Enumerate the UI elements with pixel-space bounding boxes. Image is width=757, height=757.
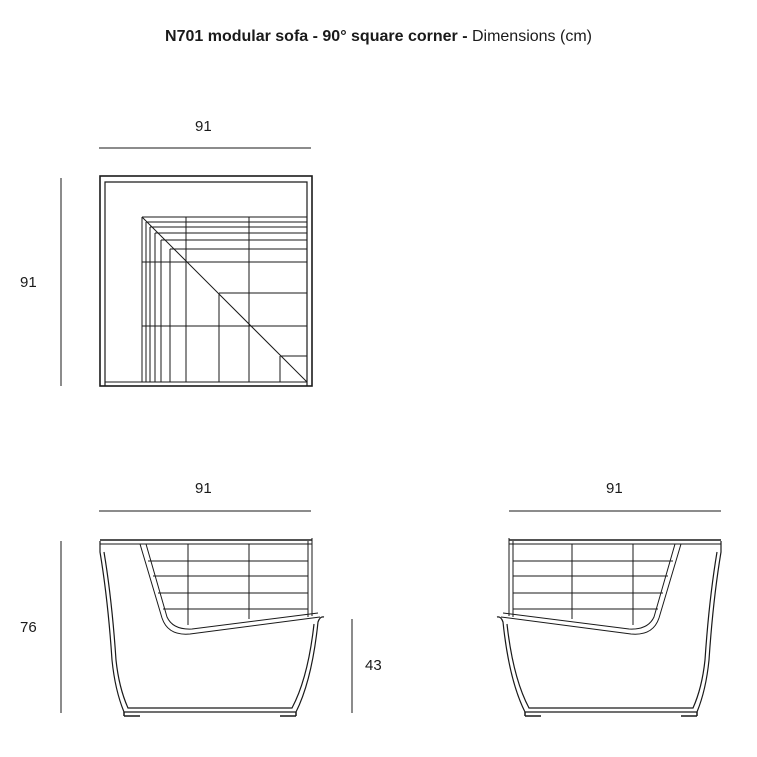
side-seat-height-label: 43 [365, 657, 382, 674]
title-sep-2: - [457, 28, 472, 45]
side-view [497, 511, 721, 716]
front-view [61, 511, 352, 716]
plan-width-label: 91 [195, 118, 212, 135]
title-label: Dimensions (cm) [471, 28, 592, 45]
front-body-shell [100, 541, 324, 716]
side-backrest [501, 538, 721, 634]
plan-cushion-lines [105, 217, 307, 382]
front-backrest [100, 538, 320, 634]
side-body-shell [497, 541, 721, 716]
plan-view [61, 148, 312, 386]
side-width-label: 91 [606, 480, 623, 497]
plan-inner-frame [105, 182, 307, 386]
front-height-label: 76 [20, 619, 37, 636]
title-sep-1: - [308, 28, 323, 45]
plan-depth-label: 91 [20, 274, 37, 291]
title-product: N701 modular sofa [165, 28, 309, 45]
front-width-label: 91 [195, 480, 212, 497]
title-variant: 90° square corner [322, 28, 458, 45]
